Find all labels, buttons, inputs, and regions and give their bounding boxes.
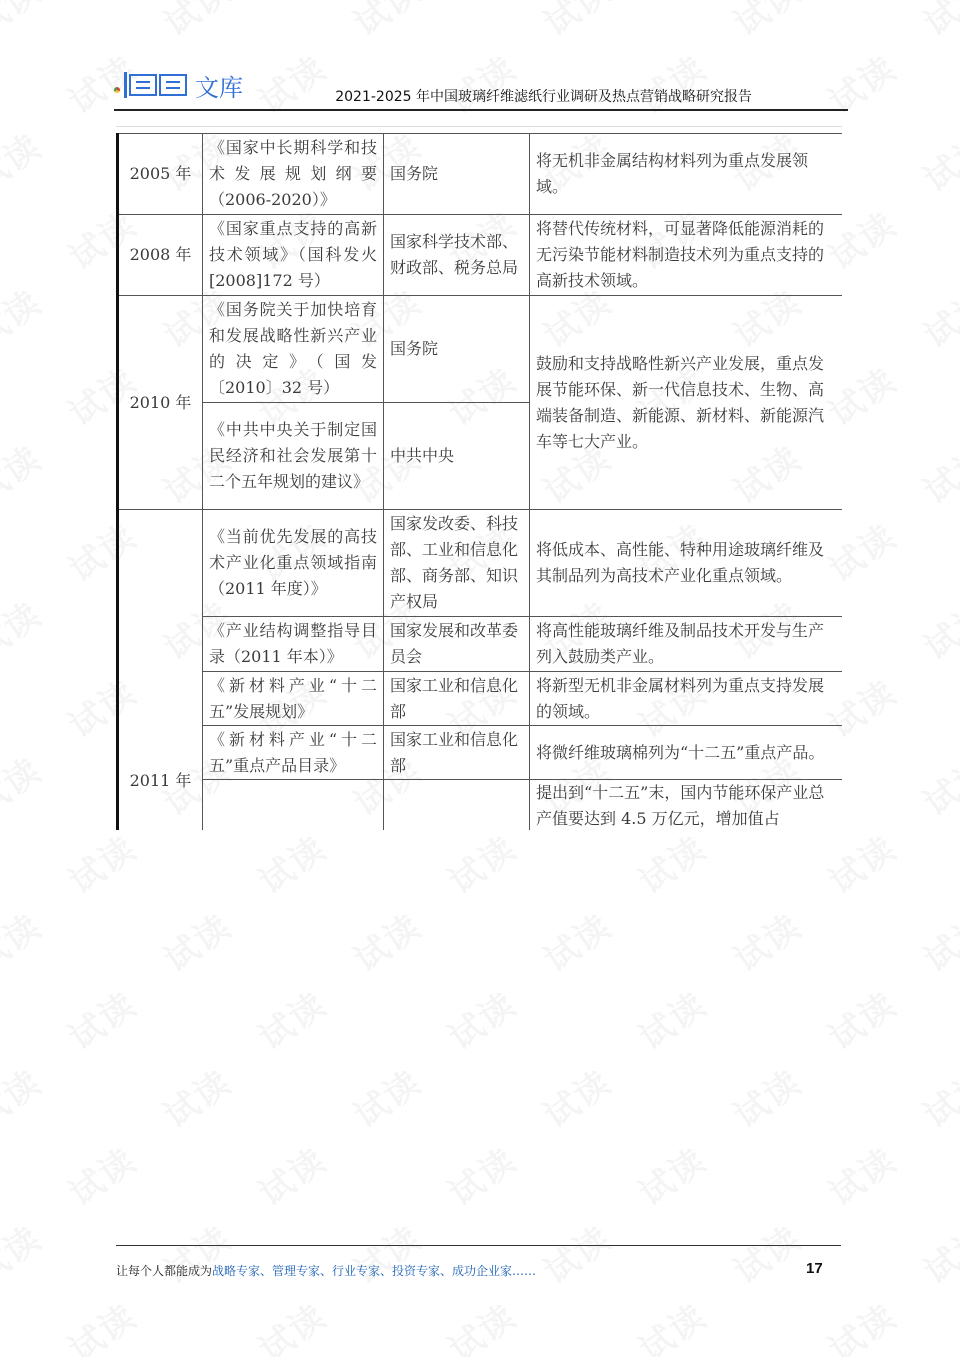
table-row [118, 134, 843, 215]
table-row [118, 726, 843, 780]
document-cell: 《国家重点支持的高新技术领域》（国科发火[2008]172 号） [203, 215, 384, 296]
footer-slogan-prefix: 让每个人都能成为 [116, 1264, 213, 1278]
logo-box-icon [129, 74, 157, 96]
watermark-text [0, 1056, 50, 1137]
document-cell: 《国务院关于加快培育和发展战略性新兴产业的决定》（国发〔2010〕32 号） [203, 296, 384, 403]
watermark-text [342, 900, 429, 981]
table-row [118, 672, 843, 726]
year-cell: 2010 年 [118, 296, 203, 510]
watermark-text [627, 1290, 714, 1357]
document-cell: 《中共中央关于制定国民经济和社会发展第十二个五年规划的建议》 [203, 403, 384, 510]
content-cell: 提出到“十二五”末，国内节能环保产业总产值要达到 4.5 万亿元，增加值占 [530, 780, 843, 831]
content-cell: 鼓励和支持战略性新兴产业发展，重点发展节能环保、新一代信息技术、生物、高端装备制造、新能源、新材料、新能源汽车等七大产业。 [530, 296, 843, 510]
watermark-text [722, 0, 809, 45]
header-divider [114, 109, 848, 111]
issuer-cell: 国务院 [384, 296, 530, 403]
content-cell: 将高性能玻璃纤维及制品技术开发与生产列入鼓励类产业。 [530, 617, 843, 672]
watermark-text [437, 1134, 524, 1215]
policy-table [116, 133, 842, 830]
watermark-text [912, 588, 960, 669]
document-cell [203, 780, 384, 831]
watermark-text [627, 1134, 714, 1215]
watermark-text [722, 1212, 809, 1293]
watermark-text [0, 432, 50, 513]
page-number: 17 [806, 1260, 823, 1277]
watermark-text [57, 1134, 144, 1215]
watermark-text [0, 276, 50, 357]
issuer-cell: 中共中央 [384, 403, 530, 510]
table-row [118, 510, 843, 617]
footer-slogan [116, 1262, 536, 1279]
document-cell: 《当前优先发展的高技术产业化重点领域指南（2011 年度）》 [203, 510, 384, 617]
watermark-text [912, 0, 960, 45]
watermark-text [532, 1212, 619, 1293]
watermark-text [722, 1056, 809, 1137]
watermark-text [247, 1134, 334, 1215]
watermark-text [722, 900, 809, 981]
issuer-cell: 国家发展和改革委员会 [384, 617, 530, 672]
document-cell: 《新材料产业“十二五”重点产品目录》 [203, 726, 384, 780]
document-cell: 《国家中长期科学和技术发展规划纲要（2006-2020）》 [203, 134, 384, 215]
year-cell: 2011 年 [118, 510, 203, 831]
watermark-text [817, 1134, 904, 1215]
watermark-text [912, 120, 960, 201]
watermark-text [437, 822, 524, 903]
watermark-text [0, 588, 50, 669]
policy-table-container [116, 133, 842, 830]
watermark-text [152, 1212, 239, 1293]
watermark-text [437, 978, 524, 1059]
watermark-text [532, 900, 619, 981]
report-title: 2021-2025 年中国玻璃纤维滤纸行业调研及热点营销战略研究报告 [335, 89, 752, 105]
content-cell: 将无机非金属结构材料列为重点发展领域。 [530, 134, 843, 215]
issuer-cell: 国家科学技术部、财政部、税务总局 [384, 215, 530, 296]
watermark-text [152, 1056, 239, 1137]
watermark-text [247, 822, 334, 903]
content-cell: 将新型无机非金属材料列为重点支持发展的领域。 [530, 672, 843, 726]
watermark-text [532, 1056, 619, 1137]
watermark-text [57, 978, 144, 1059]
issuer-cell: 国家发改委、科技部、工业和信息化部、商务部、知识产权局 [384, 510, 530, 617]
year-cell: 2008 年 [118, 215, 203, 296]
watermark-text [817, 822, 904, 903]
table-row [118, 780, 843, 831]
table-row [118, 296, 843, 403]
watermark-text [57, 822, 144, 903]
watermark-text [152, 900, 239, 981]
issuer-cell: 国家工业和信息化部 [384, 726, 530, 780]
watermark-text [912, 900, 960, 981]
watermark-text [437, 1290, 524, 1357]
logo-dot-icon [114, 87, 120, 93]
watermark-text [912, 1212, 960, 1293]
watermark-text [532, 0, 619, 45]
watermark-text [247, 1290, 334, 1357]
table-row [118, 215, 843, 296]
table-row [118, 617, 843, 672]
issuer-cell: 国家工业和信息化部 [384, 672, 530, 726]
watermark-text [912, 1056, 960, 1137]
content-cell: 将替代传统材料，可显著降低能源消耗的无污染节能材料制造技术列为重点支持的高新技术领域。 [530, 215, 843, 296]
watermark-text [0, 900, 50, 981]
year-cell: 2005 年 [118, 134, 203, 215]
watermark-text [152, 0, 239, 45]
logo-text: 文库 [195, 73, 243, 102]
watermark-text [342, 1056, 429, 1137]
watermark-text [0, 1212, 50, 1293]
issuer-cell: 国务院 [384, 134, 530, 215]
watermark-text [342, 1212, 429, 1293]
watermark-text [817, 1290, 904, 1357]
watermark-text [912, 432, 960, 513]
watermark-text [247, 978, 334, 1059]
watermark-text [342, 0, 429, 45]
logo-box-icon [159, 74, 187, 96]
watermark-text [627, 978, 714, 1059]
watermark-text [627, 822, 714, 903]
watermark-text [0, 0, 50, 45]
table-top-shadow-line [116, 126, 842, 127]
issuer-cell [384, 780, 530, 831]
document-cell: 《新材料产业“十二五”发展规划》 [203, 672, 384, 726]
footer-slogan-highlight: 战略专家、管理专家、行业专家、投资专家、成功企业家…… [212, 1264, 537, 1278]
content-cell: 将低成本、高性能、特种用途玻璃纤维及其制品列为高技术产业化重点领域。 [530, 510, 843, 617]
watermark-text [912, 276, 960, 357]
footer-divider [116, 1245, 841, 1246]
watermark-text [817, 978, 904, 1059]
watermark-text [0, 120, 50, 201]
page-header [114, 64, 848, 112]
wenku-logo [114, 68, 243, 102]
document-cell: 《产业结构调整指导目录（2011 年本）》 [203, 617, 384, 672]
watermark-text [912, 744, 960, 825]
watermark-text [0, 744, 50, 825]
content-cell: 将微纤维玻璃棉列为“十二五”重点产品。 [530, 726, 843, 780]
watermark-text [57, 1290, 144, 1357]
logo-bar-icon [124, 72, 127, 98]
